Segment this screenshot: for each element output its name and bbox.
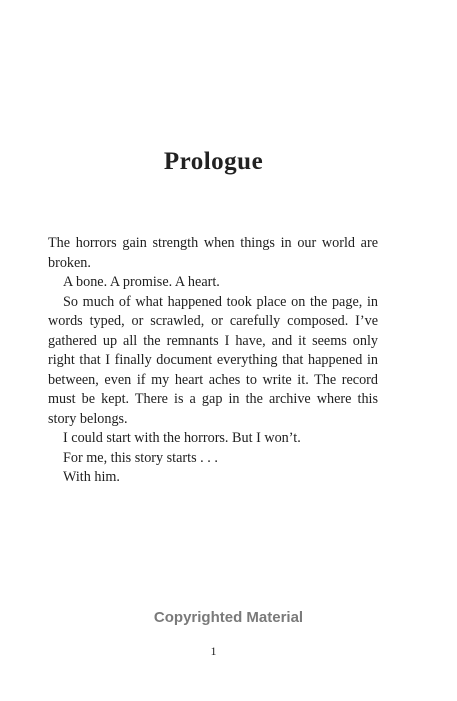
paragraph-2: A bone. A promise. A heart.	[63, 274, 220, 290]
paragraph-5: For me, this story starts . . .	[63, 449, 218, 466]
page-number: 1	[210, 644, 217, 658]
paragraph-6: With him.	[63, 469, 120, 485]
paragraph-3: So much of what happened took place on the page, in words typed, or scrawled, or carefully composed. I’ve gathered up all the remnants I have, and it seems only right that I finally document everything that happened in between, even if my heart aches to write it. The record must be kept. There is a gap in the archive where this story belongs.	[48, 293, 378, 427]
chapter-body	[48, 234, 378, 488]
paragraph-4: I could start with the horrors. But I won’t.	[63, 430, 301, 446]
copyright-watermark: Copyrighted Material	[153, 609, 304, 626]
chapter-title: Prologue	[163, 147, 264, 175]
paragraph-1: The horrors gain strength when things in our world are broken.	[48, 235, 378, 271]
